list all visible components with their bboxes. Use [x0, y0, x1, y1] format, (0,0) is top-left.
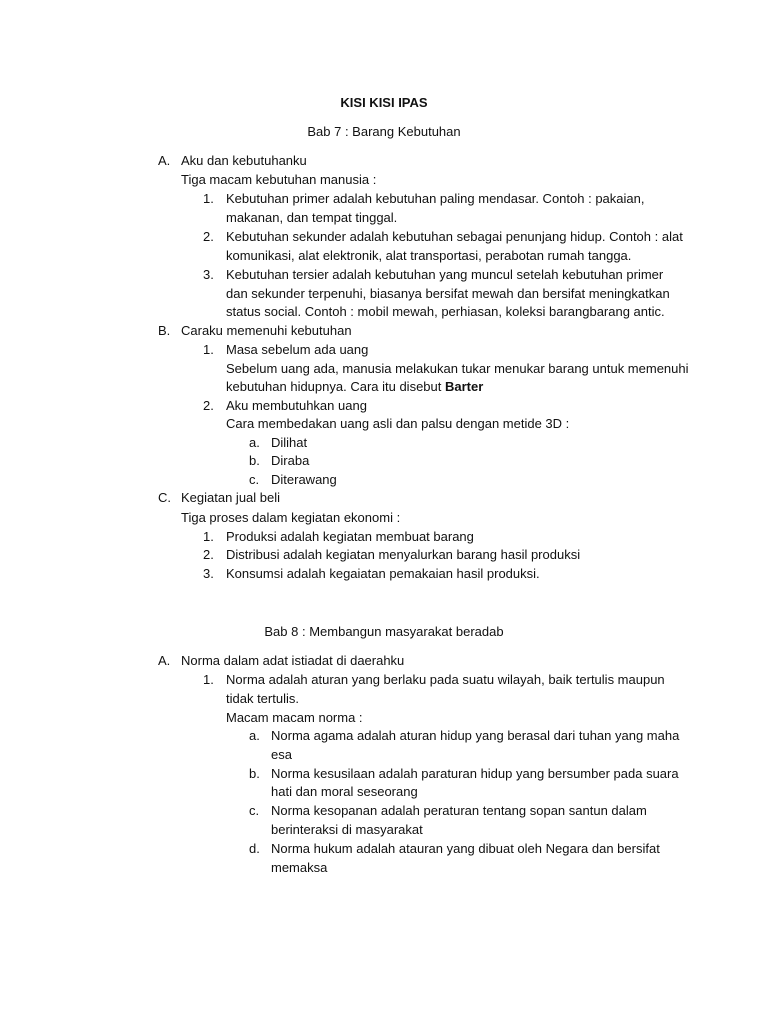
list-item-text: Norma adalah aturan yang berlaku pada suatu wilayah, baik tertulis maupun [226, 672, 665, 687]
text-segment: kebutuhan hidupnya. Cara itu disebut [226, 379, 445, 394]
list-item-text: Distribusi adalah kegiatan menyalurkan barang hasil produksi [226, 547, 581, 562]
sub-item-text: Norma kesopanan adalah peraturan tentang sopan santun dalam [271, 803, 647, 818]
sub-marker: c. [249, 472, 260, 487]
list-item-text: tidak tertulis. [226, 691, 299, 706]
sub-item-text: Norma agama adalah aturan hidup yang berasal dari tuhan yang maha [271, 728, 680, 743]
list-item-text: Sebelum uang ada, manusia melakukan tukar menukar barang untuk memenuhi [226, 361, 689, 376]
sub-marker: d. [249, 841, 260, 856]
sub-item-text: berinteraksi di masyarakat [271, 822, 423, 837]
list-item-label: Macam macam norma : [226, 710, 363, 725]
list-item-text: Kebutuhan sekunder adalah kebutuhan sebagai penunjang hidup. Contoh : alat [226, 229, 683, 244]
sub-item-text: Diraba [271, 453, 310, 468]
sub-marker: b. [249, 766, 260, 781]
sub-marker: a. [249, 435, 260, 450]
section-label: Aku dan kebutuhanku [181, 153, 307, 168]
list-item-text [226, 377, 483, 396]
section-marker: A. [158, 153, 171, 168]
list-number: 3. [203, 566, 214, 581]
list-number: 2. [203, 547, 214, 562]
sub-item-text: Dilihat [271, 435, 308, 450]
list-number: 2. [203, 398, 214, 413]
list-item-text: Produksi adalah kegiatan membuat barang [226, 529, 474, 544]
list-number: 1. [203, 672, 214, 687]
sub-item-text: esa [271, 747, 292, 762]
sub-item-text: memaksa [271, 860, 328, 875]
list-item-text: Konsumsi adalah kegaiatan pemakaian hasil produksi. [226, 566, 540, 581]
list-number: 1. [203, 529, 214, 544]
sub-item-text: Diterawang [271, 472, 337, 487]
section-intro: Tiga proses dalam kegiatan ekonomi : [181, 510, 401, 525]
list-item-label: Aku membutuhkan uang [226, 398, 367, 413]
list-item-text: Cara membedakan uang asli dan palsu dengan metide 3D : [226, 416, 570, 431]
list-item-label: Masa sebelum ada uang [226, 342, 369, 357]
section-label: Caraku memenuhi kebutuhan [181, 323, 352, 338]
list-item-text: Kebutuhan primer adalah kebutuhan paling mendasar. Contoh : pakaian, [226, 191, 645, 206]
section-intro: Tiga macam kebutuhan manusia : [181, 172, 377, 187]
document-title: KISI KISI IPAS [340, 95, 428, 110]
sub-marker: c. [249, 803, 260, 818]
sub-item-text: Norma hukum adalah atauran yang dibuat oleh Negara dan bersifat [271, 841, 660, 856]
section-label: Kegiatan jual beli [181, 490, 281, 505]
section-marker: B. [158, 323, 171, 338]
list-item-text: status social. Contoh : mobil mewah, perhiasan, koleksi barangbarang antic. [226, 304, 665, 319]
list-number: 1. [203, 191, 214, 206]
section-marker: A. [158, 653, 171, 668]
list-number: 2. [203, 229, 214, 244]
sub-marker: a. [249, 728, 260, 743]
list-number: 1. [203, 342, 214, 357]
list-item-text: dan sekunder terpenuhi, biasanya bersifat mewah dan bersifat meningkatkan [226, 286, 670, 301]
bab8-heading: Bab 8 : Membangun masyarakat beradab [264, 624, 504, 639]
list-item-text: Kebutuhan tersier adalah kebutuhan yang muncul setelah kebutuhan primer [226, 267, 664, 282]
sub-item-text: hati dan moral seseorang [271, 784, 418, 799]
list-number: 3. [203, 267, 214, 282]
bab7-heading: Bab 7 : Barang Kebutuhan [307, 124, 461, 139]
sub-marker: b. [249, 453, 260, 468]
section-label: Norma dalam adat istiadat di daerahku [181, 653, 405, 668]
sub-item-text: Norma kesusilaan adalah paraturan hidup yang bersumber pada suara [271, 766, 679, 781]
section-marker: C. [158, 490, 171, 505]
bold-term: Barter [445, 379, 484, 394]
list-item-text: makanan, dan tempat tinggal. [226, 210, 398, 225]
list-item-text: komunikasi, alat elektronik, alat transportasi, perabotan rumah tangga. [226, 248, 632, 263]
